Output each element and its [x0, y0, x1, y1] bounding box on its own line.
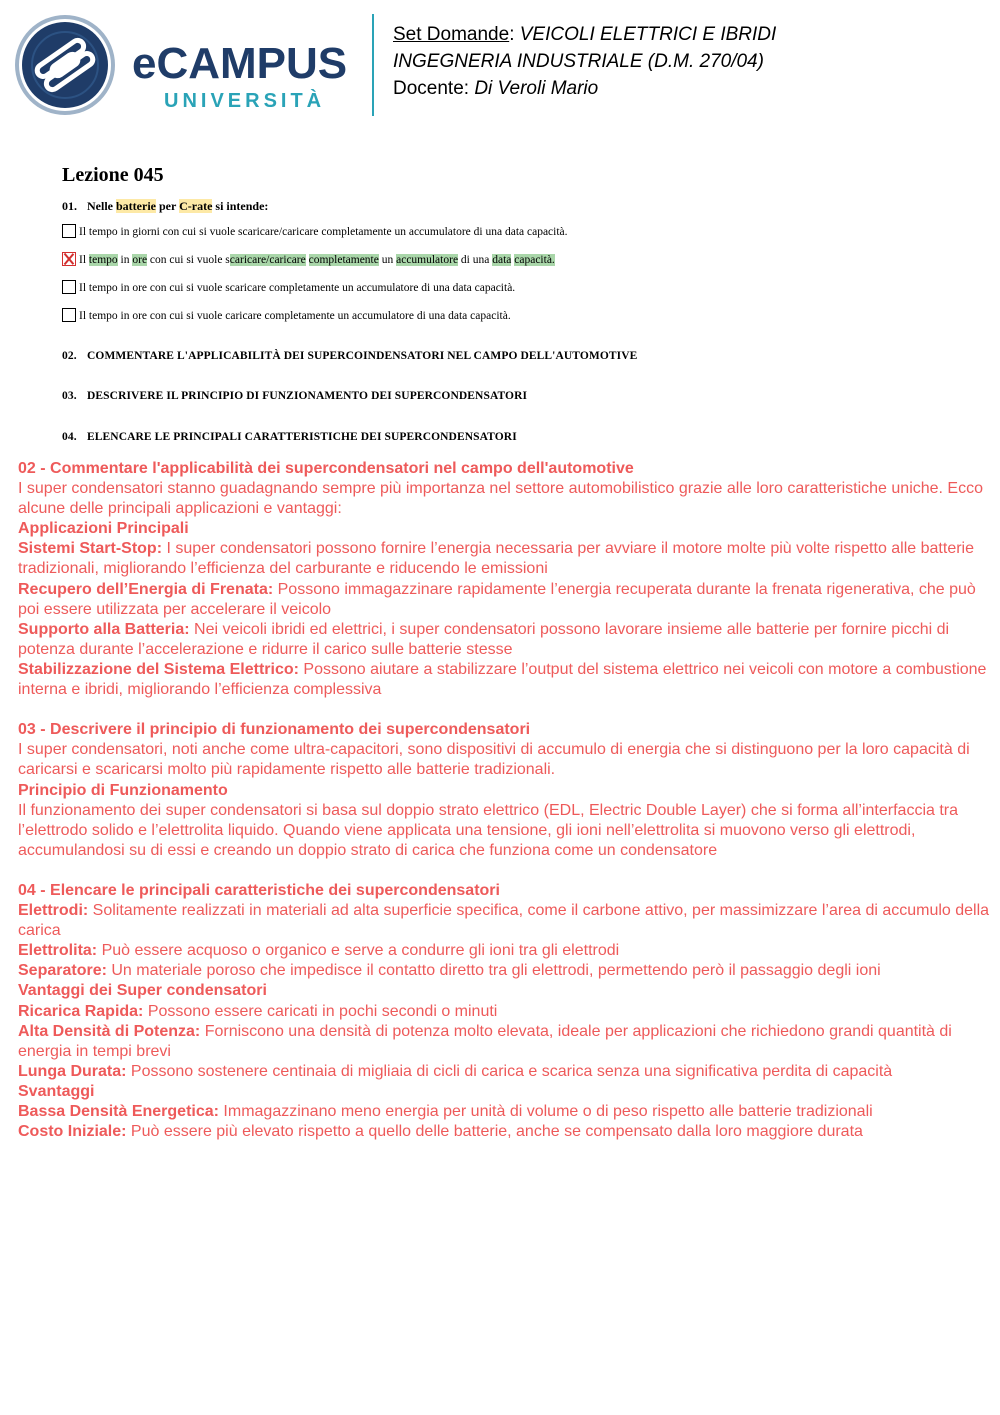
answer-item	[18, 901, 990, 941]
item-text: Possono immagazzinare rapidamente l’energia recuperata durante la frenata rigenerativa, che può poi essere utilizzata per accelerare il veicolo	[18, 580, 976, 618]
item-text: Forniscono una densità di potenza molto elevata, ideale per applicazioni che richiedono grandi quantità di energia in tempi brevi	[18, 1022, 952, 1060]
item-text: Può essere più elevato rispetto a quello delle batterie, anche se compensato dalla loro maggiore durata	[126, 1123, 863, 1141]
highlight-word: batterie	[116, 199, 156, 213]
question-number: 02.	[62, 350, 77, 362]
item-label: Stabilizzazione del Sistema Elettrico:	[18, 660, 299, 678]
spacer	[18, 861, 990, 881]
item-label: Ricarica Rapida:	[18, 1002, 144, 1020]
item-label: Bassa Densità Energetica:	[18, 1103, 219, 1120]
highlight-word: capacità.	[514, 254, 555, 266]
question-number: 03.	[62, 390, 77, 402]
teacher-label: Docente:	[393, 78, 470, 99]
checkbox[interactable]	[62, 308, 76, 322]
highlight-word: tempo	[88, 254, 118, 266]
answer-02-title: 02 - Commentare l'applicabilità dei supercondensatori nel campo dell'automotive	[18, 460, 634, 477]
item-text: Nei veicoli ibridi ed elettrici, i super condensatori possono lavorare insieme alle batterie per fornire picchi di potenza durante l’accelerazione e ridurre il carico sulle batterie stesse	[18, 620, 950, 658]
disadvantages-heading: Svantaggi	[18, 1082, 95, 1100]
answer-02-intro: I super condensatori stanno guadagnando sempre più importanza nel settore automobilistico grazie alle loro caratteristiche uniche. Ecco alcune delle principali applicazioni e vantaggi:	[18, 480, 983, 518]
answer-item	[18, 620, 990, 660]
answer-02-heading: Applicazioni Principali	[18, 520, 189, 538]
item-label: Elettrodi:	[18, 902, 89, 920]
question-text: si intende:	[212, 199, 269, 213]
item-label: Lunga Durata:	[18, 1062, 127, 1080]
answer-item	[18, 580, 990, 620]
option-text: Il	[79, 254, 89, 266]
answer-option[interactable]	[62, 223, 568, 241]
ecampus-seal-icon	[14, 14, 116, 116]
question-text: Nelle	[87, 199, 116, 213]
option-text: in	[117, 254, 133, 266]
highlight-word: caricare/caricare	[229, 254, 306, 266]
answer-item	[18, 961, 990, 981]
question-text: ELENCARE LE PRINCIPALI CARATTERISTICHE DEI SUPERCONDENSATORI	[87, 431, 517, 443]
item-text: I super condensatori possono fornire l’energia necessaria per avviare il motore molte più volte rispetto alle batterie tradizionali, migliorando l’efficienza del carburante e riducendo le emissioni	[18, 540, 974, 578]
highlight-word: completamente	[308, 254, 379, 266]
answer-04-title: 04 - Elencare le principali caratteristiche dei supercondensatori	[18, 881, 500, 899]
answer-03-body: Il funzionamento dei super condensatori si basa sul doppio strato elettrico (EDL, Electric Double Layer) che si forma all’interfaccia tra l’elettrodo solido e l’elettrolita liquido. Quando viene applicata una tensione, gli ioni nell’elettrolita si muovono verso gli elettrodi, accumulandosi su di essi e creando un doppio strato di carica che funziona come un condensatore	[18, 801, 959, 859]
answer-item	[18, 660, 990, 700]
header-divider	[372, 14, 374, 116]
question-number: 04.	[62, 431, 77, 443]
answer-03-intro: I super condensatori, noti anche come ultra-capacitori, sono dispositivi di accumulo di energia che si distinguono per la loro capacità di caricarsi e scaricarsi molto più rapidamente rispetto alle batterie tradizionali.	[18, 741, 970, 779]
answer-item	[18, 1062, 990, 1082]
advantages-heading: Vantaggi dei Super condensatori	[18, 982, 267, 1000]
question-02	[62, 347, 637, 365]
answer-option-selected[interactable]	[62, 251, 555, 269]
item-text: Un materiale poroso che impedisce il contatto diretto tra gli elettrodi, permettendo però il passaggio degli ioni	[106, 962, 881, 980]
question-01	[62, 197, 268, 215]
answer-item	[18, 1122, 990, 1142]
question-text: per	[155, 199, 180, 213]
checkbox-checked[interactable]	[62, 252, 76, 266]
lesson-title: Lezione 045	[62, 164, 164, 186]
ecampus-logo	[14, 14, 359, 116]
answer-03-title: 03 - Descrivere il principio di funzionamento dei supercondensatori	[18, 721, 531, 739]
question-text: COMMENTARE L'APPLICABILITÀ DEI SUPERCOINDENSATORI NEL CAMPO DELL'AUTOMOTIVE	[87, 350, 638, 362]
highlight-word: ore	[132, 254, 148, 266]
item-label: Alta Densità di Potenza:	[18, 1022, 201, 1040]
header-set-line: Set Domande: VEICOLI ELETTRICI E IBRIDI	[393, 24, 777, 45]
option-text: Il tempo in ore con cui si vuole caricare completamente un accumulatore di una data capacità.	[79, 310, 511, 322]
item-label: Elettrolita:	[18, 942, 98, 960]
logo-text: eCAMPUS	[132, 39, 348, 88]
answer-item	[18, 941, 990, 961]
item-text: Può essere acquoso o organico e serve a condurre gli ioni tra gli elettrodi	[97, 942, 620, 960]
item-label: Sistemi Start-Stop:	[18, 540, 163, 558]
answers-section	[18, 459, 990, 1142]
highlight-word: accumulatore	[396, 254, 459, 266]
answer-item	[18, 1102, 990, 1122]
answer-item	[18, 539, 990, 579]
answer-option[interactable]	[62, 279, 515, 297]
item-label: Costo Iniziale:	[18, 1123, 127, 1141]
option-text: un	[378, 254, 397, 266]
highlight-word: C-rate	[179, 199, 213, 213]
item-label: Separatore:	[18, 962, 107, 980]
item-text: Solitamente realizzati in materiali ad alta superficie specifica, come il carbone attivo, per massimizzare l’area di accumulo della carica	[18, 902, 990, 940]
checkbox[interactable]	[62, 280, 76, 294]
option-text: con cui si vuole s	[147, 254, 230, 266]
course-title: INGEGNERIA INDUSTRIALE (D.M. 270/04)	[393, 51, 764, 72]
highlight-word: data	[492, 254, 512, 266]
item-label: Recupero dell’Energia di Frenata:	[18, 580, 274, 598]
answer-item	[18, 1022, 990, 1062]
set-label: Set Domande	[393, 24, 510, 45]
option-text: di una	[458, 254, 493, 266]
question-04	[62, 428, 517, 446]
answer-option[interactable]	[62, 307, 511, 325]
answer-03-heading: Principio di Funzionamento	[18, 781, 228, 799]
item-text: Possono essere caricati in pochi secondi o minuti	[143, 1002, 498, 1020]
set-title: VEICOLI ELETTRICI E IBRIDI	[519, 24, 777, 45]
checkbox[interactable]	[62, 224, 76, 238]
question-text: DESCRIVERE IL PRINCIPIO DI FUNZIONAMENTO DEI SUPERCONDENSATORI	[87, 390, 528, 402]
item-text: Possono aiutare a stabilizzare l’output del sistema elettrico nei veicoli con motore a combustione interna e ibridi, migliorando l’efficienza complessiva	[18, 660, 987, 699]
item-text: Immagazzinano meno energia per unità di volume o di peso rispetto alle batterie tradizionali	[218, 1103, 873, 1120]
question-number: 01.	[62, 199, 77, 213]
option-text: Il tempo in ore con cui si vuole scaricare completamente un accumulatore di una data capacità.	[79, 282, 516, 294]
header-teacher-line	[393, 75, 598, 102]
item-text: Possono sostenere centinaia di migliaia di cicli di carica e scarica senza una significativa perdita di capacità	[126, 1062, 893, 1080]
spacer	[18, 700, 990, 720]
answer-item	[18, 1002, 990, 1022]
option-text: Il tempo in giorni con cui si vuole scaricare/caricare completamente un accumulatore di una data capacità.	[79, 226, 568, 238]
question-03	[62, 387, 527, 405]
item-label: Supporto alla Batteria:	[18, 620, 190, 638]
teacher-name: Di Veroli Mario	[474, 78, 599, 99]
logo-subtext: UNIVERSITÀ	[164, 90, 326, 112]
